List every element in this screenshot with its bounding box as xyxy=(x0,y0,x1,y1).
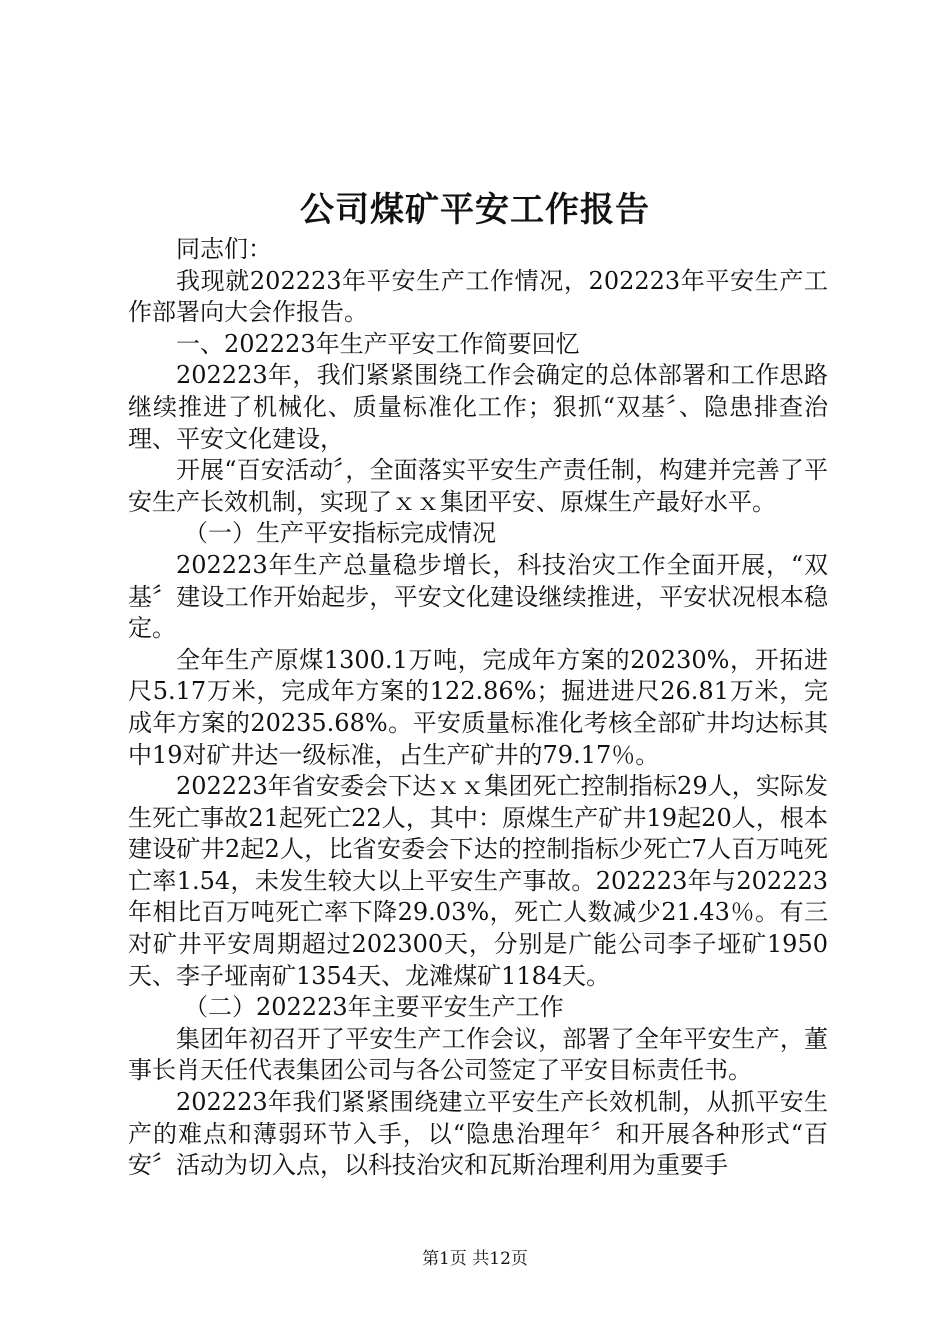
body-paragraph: 全年生产原煤1300.1万吨，完成年方案的20230%，开拓进尺5.17万米，完成年方案的122.86%；掘进进尺26.81万米，完成年方案的20235.68%。平安质量标准化考核全部矿井均达标其中19对矿井达一级标准，占生产矿井的79.17％。 xyxy=(128,645,828,769)
section-heading: 一、202223年生产平安工作简要回忆 xyxy=(176,329,580,358)
greeting-paragraph: 同志们： xyxy=(176,235,272,263)
body-paragraph: 集团年初召开了平安生产工作会议，部署了全年平安生产，董事长肖天任代表集团公司与各公司签定了平安目标责任书。 xyxy=(128,1024,828,1085)
body-paragraph: 202223年我们紧紧围绕建立平安生产长效机制，从抓平安生产的难点和薄弱环节入手，以“隐患治理年〞和开展各种形式“百安〞活动为切入点，以科技治灾和瓦斯治理利用为重要手 xyxy=(128,1088,828,1180)
subsection-heading: （二）202223年主要平安生产工作 xyxy=(184,993,564,1022)
subsection-heading: （一）生产平安指标完成情况 xyxy=(184,519,496,548)
body-paragraph: 202223年生产总量稳步增长，科技治灾工作全面开展，“双基〞建设工作开始起步，平安文化建设继续推进，平安状况根本稳定。 xyxy=(128,550,828,643)
body-paragraph: 202223年，我们紧紧围绕工作会确定的总体部署和工作思路继续推进了机械化、质量标准化工作；狠抓“双基〞、隐患排查治理、平安文化建设， xyxy=(128,361,828,453)
intro-paragraph: 我现就202223年平安生产工作情况，202223年平安生产工作部署向大会作报告。 xyxy=(128,266,828,327)
page-number-footer: 第1页 共12页 xyxy=(422,1249,528,1269)
document-body xyxy=(128,234,828,1182)
body-paragraph: 202223年省安委会下达ｘｘ集团死亡控制指标29人，实际发生死亡事故21起死亡22人，其中：原煤生产矿井19起20人，根本建设矿井2起2人，比省安委会下达的控制指标少死亡7人百万吨死亡率1.54，未发生较大以上平安生产事故。202223年与202223年相比百万吨死亡率下降29.03%，死亡人数减少21.43％。有三对矿井平安周期超过202300天，分别是广能公司李子垭矿1950天、李子垭南矿1354天、龙滩煤矿1184天。 xyxy=(128,772,828,990)
body-paragraph: 开展“百安活动〞，全面落实平安生产责任制，构建并完善了平安生产长效机制，实现了ｘｘ集团平安、原煤生产最好水平。 xyxy=(128,456,828,516)
document-title: 公司煤矿平安工作报告 xyxy=(300,190,650,230)
